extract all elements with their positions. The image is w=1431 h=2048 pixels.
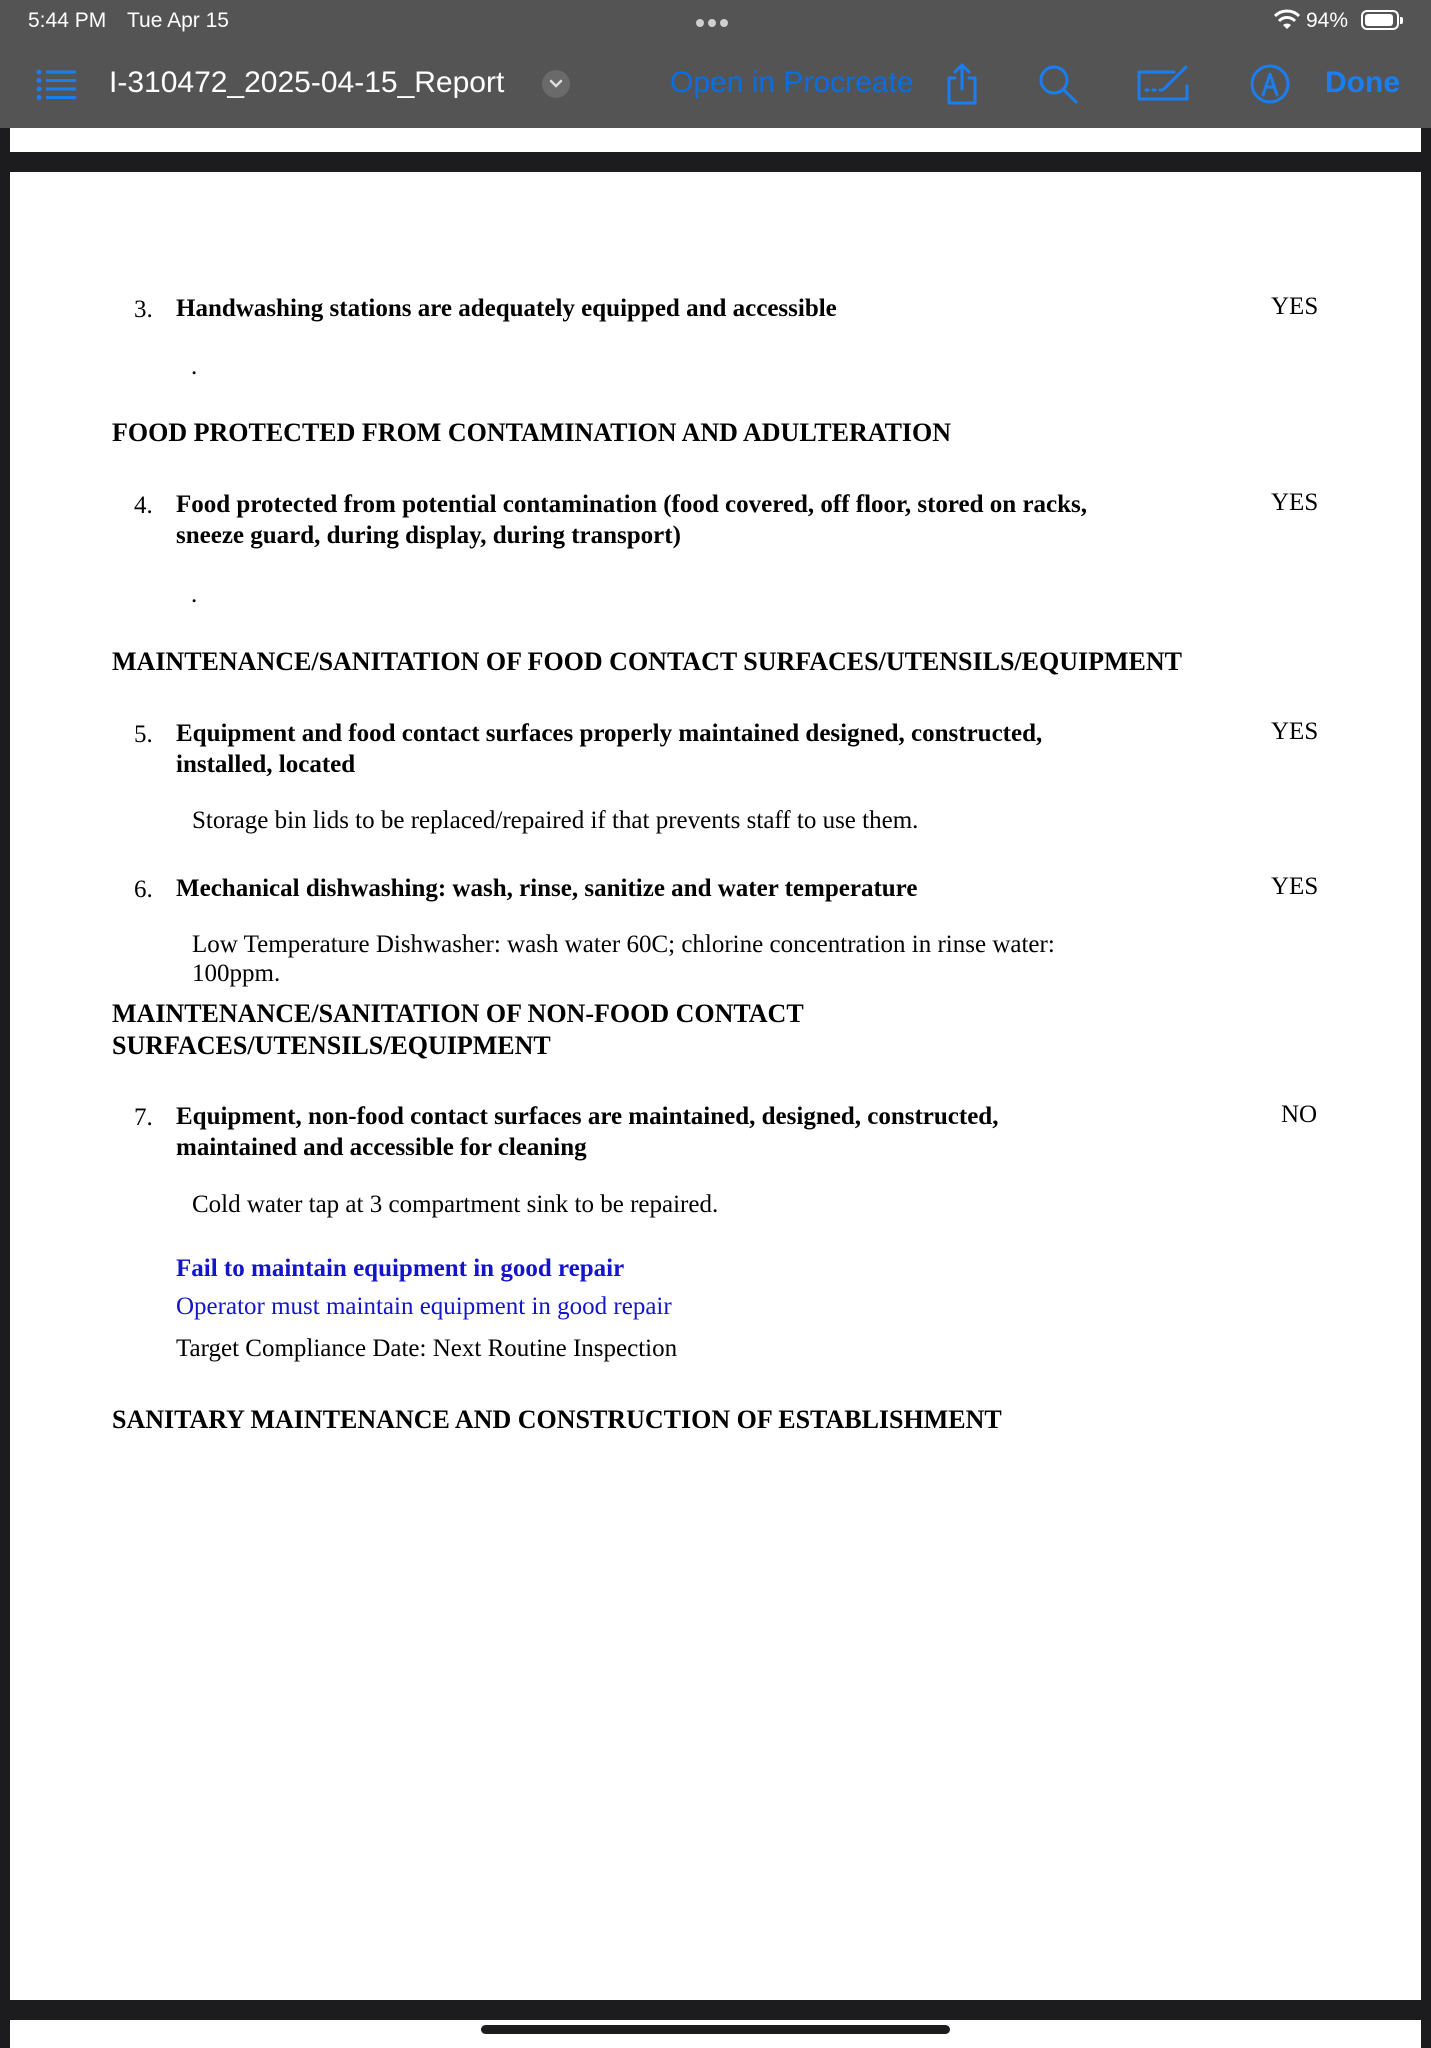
viewer-toolbar bbox=[0, 42, 1431, 128]
item-answer: YES bbox=[1271, 718, 1319, 745]
outline-list-icon[interactable] bbox=[36, 68, 76, 102]
item-number: 7. bbox=[134, 1104, 153, 1131]
multitasking-dots-icon[interactable] bbox=[696, 14, 736, 24]
battery-icon bbox=[1361, 10, 1399, 30]
item-note: Storage bin lids to be replaced/repaired if that prevents staff to use them. bbox=[192, 807, 919, 834]
share-icon[interactable] bbox=[940, 62, 984, 106]
status-time: 5:44 PM bbox=[28, 9, 107, 32]
item-answer: YES bbox=[1271, 873, 1319, 900]
item-answer: YES bbox=[1271, 293, 1319, 320]
item-text: Equipment and food contact surfaces properly maintained designed, constructed, bbox=[176, 720, 1043, 747]
item-answer: YES bbox=[1271, 489, 1319, 516]
home-indicator[interactable] bbox=[481, 2025, 950, 2034]
item-note: 100ppm. bbox=[192, 960, 281, 987]
title-menu-chevron-icon[interactable] bbox=[542, 70, 570, 98]
item-dot: . bbox=[191, 581, 198, 608]
document-title[interactable]: I-310472_2025-04-15_Report bbox=[109, 66, 505, 99]
section-heading: FOOD PROTECTED FROM CONTAMINATION AND ADULTERATION bbox=[112, 418, 952, 447]
done-button[interactable]: Done bbox=[1325, 66, 1400, 99]
item-answer: NO bbox=[1281, 1101, 1318, 1128]
item-text: maintained and accessible for cleaning bbox=[176, 1134, 587, 1161]
target-compliance-date: Target Compliance Date: Next Routine Inspection bbox=[176, 1335, 678, 1362]
item-number: 6. bbox=[134, 876, 153, 903]
document-page bbox=[10, 172, 1421, 2000]
previous-page-edge bbox=[10, 128, 1421, 152]
search-icon[interactable] bbox=[1036, 62, 1080, 106]
item-number: 5. bbox=[134, 721, 153, 748]
section-heading: SANITARY MAINTENANCE AND CONSTRUCTION OF ESTABLISHMENT bbox=[112, 1405, 1002, 1434]
violation-requirement: Operator must maintain equipment in good repair bbox=[176, 1293, 672, 1320]
battery-percent: 94% bbox=[1306, 9, 1349, 32]
section-heading: MAINTENANCE/SANITATION OF FOOD CONTACT SURFACES/UTENSILS/EQUIPMENT bbox=[112, 647, 1182, 676]
section-heading: SURFACES/UTENSILS/EQUIPMENT bbox=[112, 1031, 551, 1060]
status-date: Tue Apr 15 bbox=[127, 9, 229, 32]
item-text: Mechanical dishwashing: wash, rinse, sanitize and water temperature bbox=[176, 875, 918, 902]
item-number: 4. bbox=[134, 492, 153, 519]
wifi-icon bbox=[1274, 9, 1300, 31]
open-in-procreate-button[interactable]: Open in Procreate bbox=[670, 66, 914, 99]
item-note: Cold water tap at 3 compartment sink to be repaired. bbox=[192, 1191, 719, 1218]
item-text: Equipment, non-food contact surfaces are maintained, designed, constructed, bbox=[176, 1103, 999, 1130]
item-number: 3. bbox=[134, 296, 153, 323]
item-dot: . bbox=[191, 353, 198, 380]
section-heading: MAINTENANCE/SANITATION OF NON-FOOD CONTACT bbox=[112, 999, 804, 1028]
violation-title: Fail to maintain equipment in good repair bbox=[176, 1255, 625, 1282]
item-text: Handwashing stations are adequately equipped and accessible bbox=[176, 295, 837, 322]
item-text: installed, located bbox=[176, 751, 356, 778]
markup-signature-icon[interactable] bbox=[1136, 62, 1190, 106]
item-text: sneeze guard, during display, during transport) bbox=[176, 522, 681, 549]
item-note: Low Temperature Dishwasher: wash water 60C; chlorine concentration in rinse water: bbox=[192, 931, 1055, 958]
markup-pen-icon[interactable] bbox=[1248, 62, 1292, 106]
status-bar bbox=[0, 0, 1431, 42]
item-text: Food protected from potential contamination (food covered, off floor, stored on racks, bbox=[176, 491, 1088, 518]
